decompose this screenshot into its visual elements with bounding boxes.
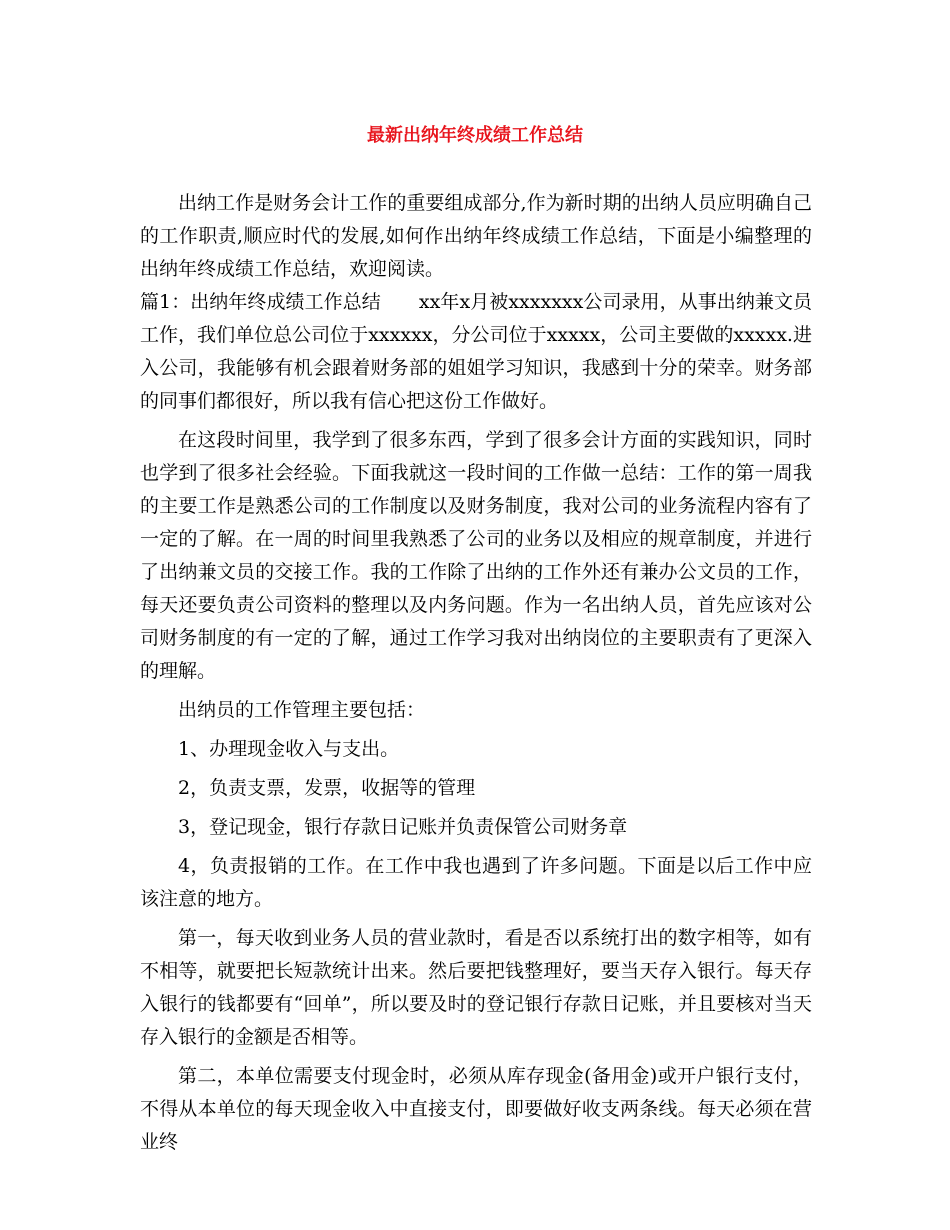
paragraph-experience: 在这段时间里，我学到了很多东西，学到了很多会计方面的实践知识，同时也学到了很多社会经验。下面我就这一段时间的工作做一总结：工作的第一周我的主要工作是熟悉公司的工作制度以及财务制度，我对公司的业务流程内容有了一定的了解。在一周的时间里我熟悉了公司的业务以及相应的规章制度，并进行了出纳兼文员的交接工作。我的工作除了出纳的工作外还有兼办公文员的工作，每天还要负责公司资料的整理以及内务问题。作为一名出纳人员，首先应该对公司财务制度的有一定的了解，通过工作学习我对出纳岗位的主要职责有了更深入的理解。 <box>140 429 812 682</box>
paragraph-second-point: 第二，本单位需要支付现金时，必须从库存现金(备用金)或开户银行支付，不得从本单位的每天现金收入中直接支付，即要做好收支两条线。每天必须在营业终 <box>140 1065 812 1153</box>
list-item-duty-4: 4，负责报销的工作。在工作中我也遇到了许多问题。下面是以后工作中应该注意的地方。 <box>140 855 812 910</box>
list-item-duty-3: 3，登记现金，银行存款日记账并负责保管公司财务章 <box>178 816 628 838</box>
document-body <box>140 187 812 1159</box>
list-item-duty-2: 2，负责支票，发票，收据等的管理 <box>178 777 476 799</box>
paragraph-intro: 出纳工作是财务会计工作的重要组成部分,作为新时期的出纳人员应明确自己的工作职责,顺应时代的发展,如何作出纳年终成绩工作总结，下面是小编整理的出纳年终成绩工作总结，欢迎阅读。 <box>140 192 812 280</box>
paragraph-article-1: 篇1：出纳年终成绩工作总结 xx年x月被xxxxxxx公司录用，从事出纳兼文员工作，我们单位总公司位于xxxxxx，分公司位于xxxxx，公司主要做的xxxxx.进入公司，我能够有机会跟着财务部的姐姐学习知识，我感到十分的荣幸。财务部的同事们都很好，所以我有信心把这份工作做好。 <box>140 291 812 412</box>
paragraph-duties-heading: 出纳员的工作管理主要包括： <box>178 699 426 721</box>
paragraph-first-point: 第一，每天收到业务人员的营业款时，看是否以系统打出的数字相等，如有不相等，就要把长短款统计出来。然后要把钱整理好，要当天存入银行。每天存入银行的钱都要有“回单”，所以要及时的登记银行存款日记账，并且要核对当天存入银行的金额是否相等。 <box>140 927 812 1048</box>
list-item-duty-1: 1、办理现金收入与支出。 <box>178 738 400 760</box>
document-title: 最新出纳年终成绩工作总结 <box>367 125 583 146</box>
